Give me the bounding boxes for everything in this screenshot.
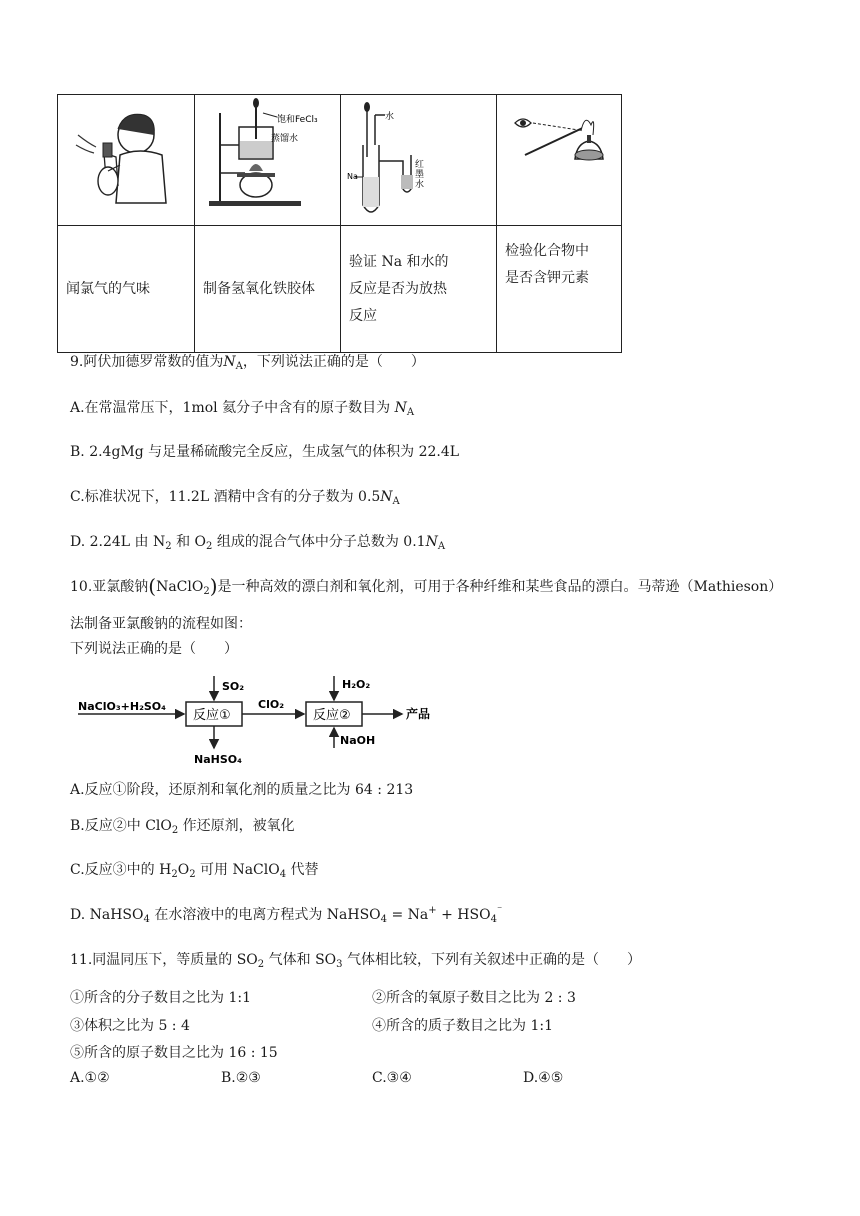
label-red-ink-2: 墨 <box>415 170 425 180</box>
flow-input: NaClO₃+H₂SO₄ <box>78 700 166 713</box>
question-10-option-c[interactable]: C.反应③中的 $H_2O_2$ 可用 NaClO$_4$ 代替 <box>70 862 319 880</box>
question-9-option-a[interactable]: A.在常温常压下，1mol 氦分子中含有的原子数目为 $N_A$ <box>70 400 415 418</box>
question-9-stem: 9.阿伏加德罗常数的值为$N_A$，下列说法正确的是（ ） <box>70 354 425 372</box>
statement-2: ②所含的氧原子数目之比为 2 : 3 <box>372 990 576 1006</box>
na-water-apparatus-illustration <box>341 95 496 221</box>
flow-nahso4: NaHSO₄ <box>194 753 242 766</box>
question-9-option-d[interactable]: D. 2.24L 由 $N_2$ 和 $O_2$ 组成的混合气体中分子总数为 $0.1N_A$ <box>70 534 446 552</box>
statement-1: ①所含的分子数目之比为 1:1 <box>70 990 251 1006</box>
flow-box-2-label: 反应② <box>313 708 351 723</box>
question-11-option-c[interactable]: C.③④ <box>372 1070 412 1086</box>
image-cell-na-water <box>341 95 497 226</box>
flow-so2: SO₂ <box>222 680 245 693</box>
question-10-stem-line1: 10.亚氯酸钠(NaClO$_2$)是一种高效的漂白剂和氧化剂，可用于各种纤维和某些食品的漂白。马蒂逊（Mathieson） <box>70 574 783 598</box>
label-water: 水 <box>385 112 395 122</box>
question-11-option-b[interactable]: B.②③ <box>221 1070 261 1086</box>
flow-box-1-label: 反应① <box>193 708 231 723</box>
question-11-option-a[interactable]: A.①② <box>70 1070 110 1086</box>
label-fecl3: 饱和FeCl₃ <box>277 115 318 125</box>
caption-smell-chlorine: 闻氯气的气味 <box>58 226 195 353</box>
label-red-ink-3: 水 <box>415 180 425 190</box>
question-10-option-b[interactable]: B.反应②中 ClO$_2$ 作还原剂，被氧化 <box>70 818 295 836</box>
image-cell-potassium <box>497 95 622 226</box>
smell-chlorine-illustration <box>58 95 194 221</box>
experiment-table <box>57 94 622 353</box>
flow-naoh: NaOH <box>340 734 376 747</box>
image-cell-smell-chlorine <box>58 95 195 226</box>
colloid-apparatus-illustration <box>195 95 340 221</box>
question-9-option-c[interactable]: C.标准状况下，11.2L 酒精中含有的分子数为 $0.5N_A$ <box>70 489 400 507</box>
label-red-ink-1: 红 <box>415 160 425 170</box>
question-10-option-a[interactable]: A.反应①阶段，还原剂和氧化剂的质量之比为 64 : 213 <box>70 782 414 798</box>
flame-test-illustration <box>497 95 621 221</box>
caption-colloid: 制备氢氧化铁胶体 <box>195 226 341 353</box>
caption-potassium: 检验化合物中 是否含钾元素 <box>497 226 622 353</box>
flow-h2o2: H₂O₂ <box>342 678 371 691</box>
question-10-stem-line2: 法制备亚氯酸钠的流程如图： <box>70 616 252 632</box>
flow-clo2: ClO₂ <box>258 698 285 711</box>
question-10-stem-line3: 下列说法正确的是（ ） <box>70 641 238 657</box>
image-cell-colloid <box>195 95 341 226</box>
caption-na-water: 验证 Na 和水的 反应是否为放热 反应 <box>341 226 497 353</box>
label-distilled-water: 蒸馏水 <box>271 134 299 144</box>
statement-4: ④所含的质子数目之比为 1:1 <box>372 1018 553 1034</box>
question-11-stem: 11.同温同压下，等质量的 $SO_2$ 气体和 $SO_3$ 气体相比较，下列有关叙述中正确的是（ ） <box>70 952 641 970</box>
question-10-option-d[interactable]: D. NaHSO$_4$ 在水溶液中的电离方程式为 NaHSO$_4$ = $Na^+ + HSO_4^{^-}$ <box>70 905 503 925</box>
question-9-option-b[interactable]: B. 2.4gMg 与足量稀硫酸完全反应，生成氢气的体积为 22.4L <box>70 444 460 460</box>
flow-diagram <box>72 670 452 770</box>
statement-3: ③体积之比为 5 : 4 <box>70 1018 190 1034</box>
statement-5: ⑤所含的原子数目之比为 16 : 15 <box>70 1045 278 1061</box>
question-11-option-d[interactable]: D.④⑤ <box>523 1070 564 1086</box>
label-na: Na <box>347 172 358 181</box>
flow-product: 产品 <box>406 707 431 721</box>
